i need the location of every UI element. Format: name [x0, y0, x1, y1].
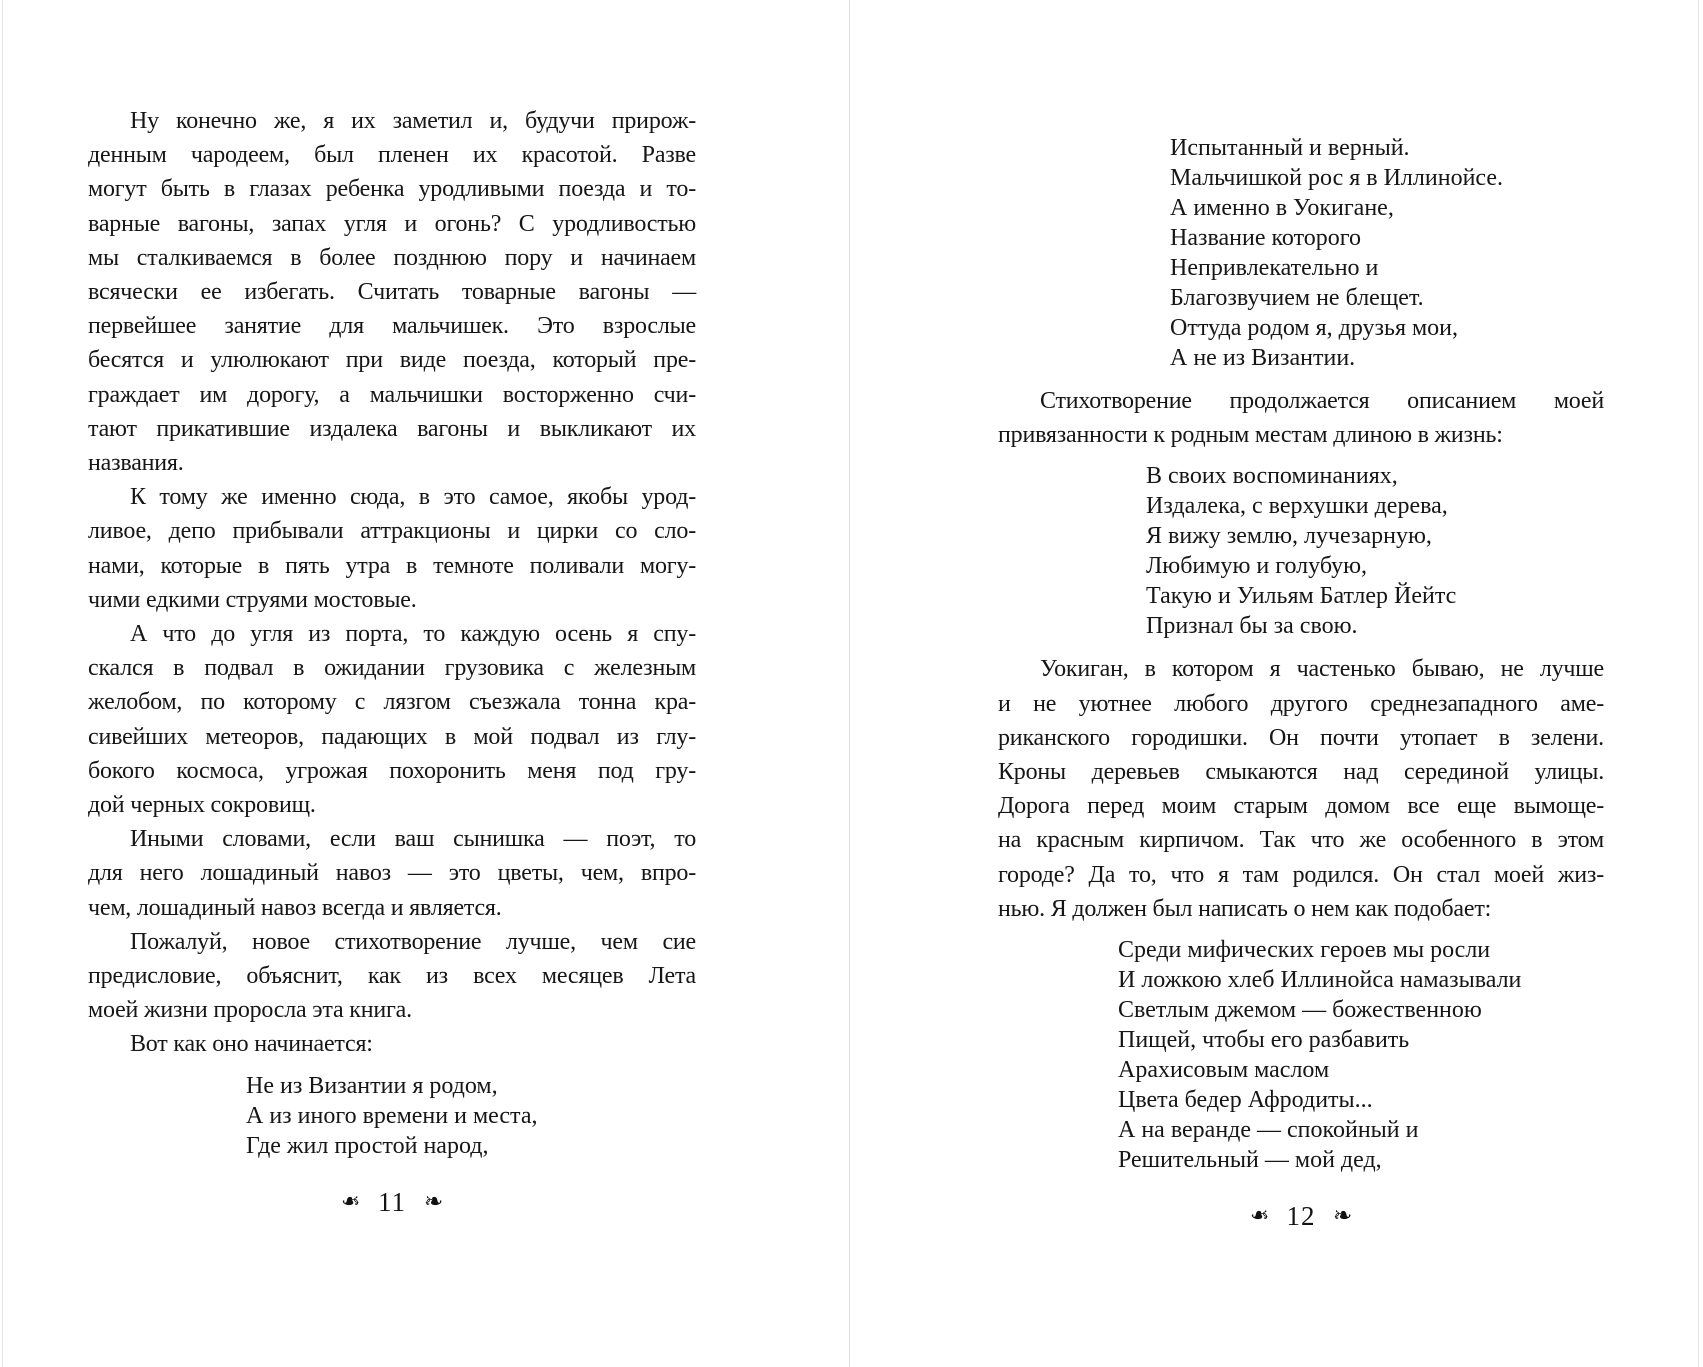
- verse-line: Арахисовым маслом: [1118, 1057, 1330, 1084]
- text-line: Вот как оно начинается:: [130, 1031, 373, 1058]
- verse-line: А на веранде — спокойный и: [1118, 1117, 1419, 1144]
- text-line: первейшее занятие для мальчишек. Это взрослые: [88, 313, 696, 340]
- paragraph: [88, 822, 696, 925]
- verse-block: [998, 133, 1604, 373]
- verse-line: Пищей, чтобы его разбавить: [1118, 1027, 1410, 1054]
- paragraph: [88, 104, 696, 480]
- text-line: сивейших метеоров, падающих в мой подвал из глу-: [88, 723, 696, 750]
- text-line: Дорога перед моим старым домом все еще вымоще-: [998, 793, 1604, 820]
- verse-line: И ложкою хлеб Иллинойса намазывали: [1118, 967, 1522, 994]
- verse-line: Название которого: [1170, 225, 1362, 251]
- text-line: всячески ее избегать. Считать товарные вагоны —: [88, 279, 696, 306]
- verse-line: Цвета бедер Афродиты...: [1118, 1087, 1373, 1114]
- verse-line: Непривлекательно и: [1170, 255, 1379, 281]
- verse-line: Решительный — мой дед,: [1118, 1147, 1382, 1174]
- text-line: граждает им дорогу, а мальчишки восторженно счи-: [88, 381, 696, 408]
- fleuron-ornament-icon: ❧: [424, 1188, 445, 1214]
- verse-line: Благозвучием не блещет.: [1170, 285, 1424, 311]
- verse-block: [998, 461, 1604, 641]
- text-line: мы сталкиваемся в более позднюю пору и начинаем: [88, 244, 696, 271]
- verse-line: Оттуда родом я, друзья мои,: [1170, 315, 1459, 341]
- verse-line: Не из Византии я родом,: [246, 1072, 498, 1099]
- text-line: для него лошадиный навоз — это цветы, чем, впро-: [88, 860, 696, 887]
- verse-block: [88, 1071, 696, 1161]
- text-line: названия.: [88, 450, 184, 477]
- verse-line: Любимую и голубую,: [1146, 553, 1368, 580]
- text-line: привязанности к родным местам длиною в жизнь:: [998, 422, 1503, 449]
- book-page-left: [0, 0, 849, 1367]
- verse-line: Где жил простой народ,: [246, 1132, 489, 1159]
- text-line: нами, которые в пять утра в темноте поливали могу-: [88, 552, 696, 579]
- text-line: тают прикатившие издалека вагоны и выкликают их: [88, 415, 696, 442]
- page-number: 12: [1286, 1201, 1316, 1232]
- text-line: чими едкими струями мостовые.: [88, 586, 417, 613]
- paragraph: [998, 652, 1604, 926]
- verse-line: Мальчишкой рос я в Иллинойсе.: [1170, 165, 1504, 191]
- paragraph: [88, 480, 696, 617]
- paragraph: [998, 384, 1604, 452]
- text-column-right: [998, 124, 1604, 1232]
- verse-block: [998, 935, 1604, 1175]
- text-line: моей жизни проросла эта книга.: [88, 997, 412, 1024]
- text-line: Стихотворение продолжается описанием моей: [1040, 388, 1604, 414]
- page-content-left: [88, 104, 696, 1161]
- paragraph: [88, 1027, 696, 1061]
- page-footer-right: [998, 1201, 1604, 1232]
- text-line: и не уютнее любого другого среднезападного аме-: [998, 690, 1604, 717]
- fleuron-ornament-icon: ❧: [1248, 1203, 1269, 1229]
- text-line: дой черных сокровищ.: [88, 792, 316, 819]
- text-line: городе? Да то, что я там родился. Он стал моей жиз-: [998, 861, 1604, 888]
- verse-line: Я вижу землю, лучезарную,: [1146, 523, 1432, 550]
- text-line: ливое, депо прибывали аттракционы и цирки со сло-: [88, 518, 696, 545]
- verse-line: А именно в Уокигане,: [1170, 195, 1394, 221]
- page-footer-left: [88, 1187, 696, 1218]
- text-line: нью. Я должен был написать о нем как подобает:: [998, 895, 1492, 922]
- text-line: могут быть в глазах ребенка уродливыми поезда и то-: [88, 176, 696, 203]
- text-line: Ну конечно же, я их заметил и, будучи прирож-: [130, 108, 696, 134]
- text-line: риканского городишки. Он почти утопает в зелени.: [998, 724, 1604, 751]
- verse-line: Среди мифических героев мы росли: [1118, 937, 1491, 964]
- page-number: 11: [378, 1186, 406, 1217]
- text-line: Уокиган, в котором я частенько бываю, не лучше: [1040, 656, 1604, 683]
- verse-line: Такую и Уильям Батлер Йейтс: [1146, 583, 1457, 610]
- text-line: Иными словами, если ваш сынишка — поэт, то: [130, 826, 696, 853]
- paragraph: [88, 925, 696, 1028]
- verse-line: В своих воспоминаниях,: [1146, 463, 1398, 490]
- page-content-right: [998, 133, 1604, 1175]
- text-line: бокого космоса, угрожая похоронить меня под гру-: [88, 757, 696, 784]
- paragraph: [88, 617, 696, 822]
- fleuron-ornament-icon: ❧: [1333, 1203, 1354, 1229]
- text-line: А что до угля из порта, то каждую осень я спу-: [130, 621, 696, 648]
- text-line: бесятся и улюлюкают при виде поезда, который пре-: [88, 347, 696, 374]
- verse-line: Испытанный и верный.: [1170, 135, 1410, 161]
- text-line: желобом, по которому с лязгом съезжала тонна кра-: [88, 689, 696, 716]
- verse-line: Издалека, с верхушки дерева,: [1146, 493, 1448, 520]
- book-page-right: [850, 0, 1703, 1367]
- fleuron-ornament-icon: ❧: [339, 1188, 360, 1214]
- verse-line: Светлым джемом — божественною: [1118, 997, 1482, 1024]
- text-line: Кроны деревьев смыкаются над серединой улицы.: [998, 759, 1604, 786]
- verse-line: А из иного времени и места,: [246, 1102, 538, 1129]
- verse-line: Признал бы за свою.: [1146, 613, 1358, 640]
- text-column-left: [88, 104, 696, 1218]
- text-line: Пожалуй, новое стихотворение лучше, чем сие: [130, 928, 696, 955]
- text-line: предисловие, объяснит, как из всех месяцев Лета: [88, 963, 696, 990]
- text-line: варные вагоны, запах угля и огонь? С уродливостью: [88, 210, 696, 237]
- text-line: на красным кирпичом. Так что же особенного в этом: [998, 827, 1604, 854]
- text-line: чем, лошадиный навоз всегда и является.: [88, 894, 502, 921]
- text-line: денным чародеем, был пленен их красотой. Разве: [88, 142, 696, 169]
- verse-line: А не из Византии.: [1170, 345, 1356, 371]
- text-line: скался в подвал в ожидании грузовика с железным: [88, 655, 696, 682]
- text-line: К тому же именно сюда, в это самое, якобы урод-: [130, 484, 696, 511]
